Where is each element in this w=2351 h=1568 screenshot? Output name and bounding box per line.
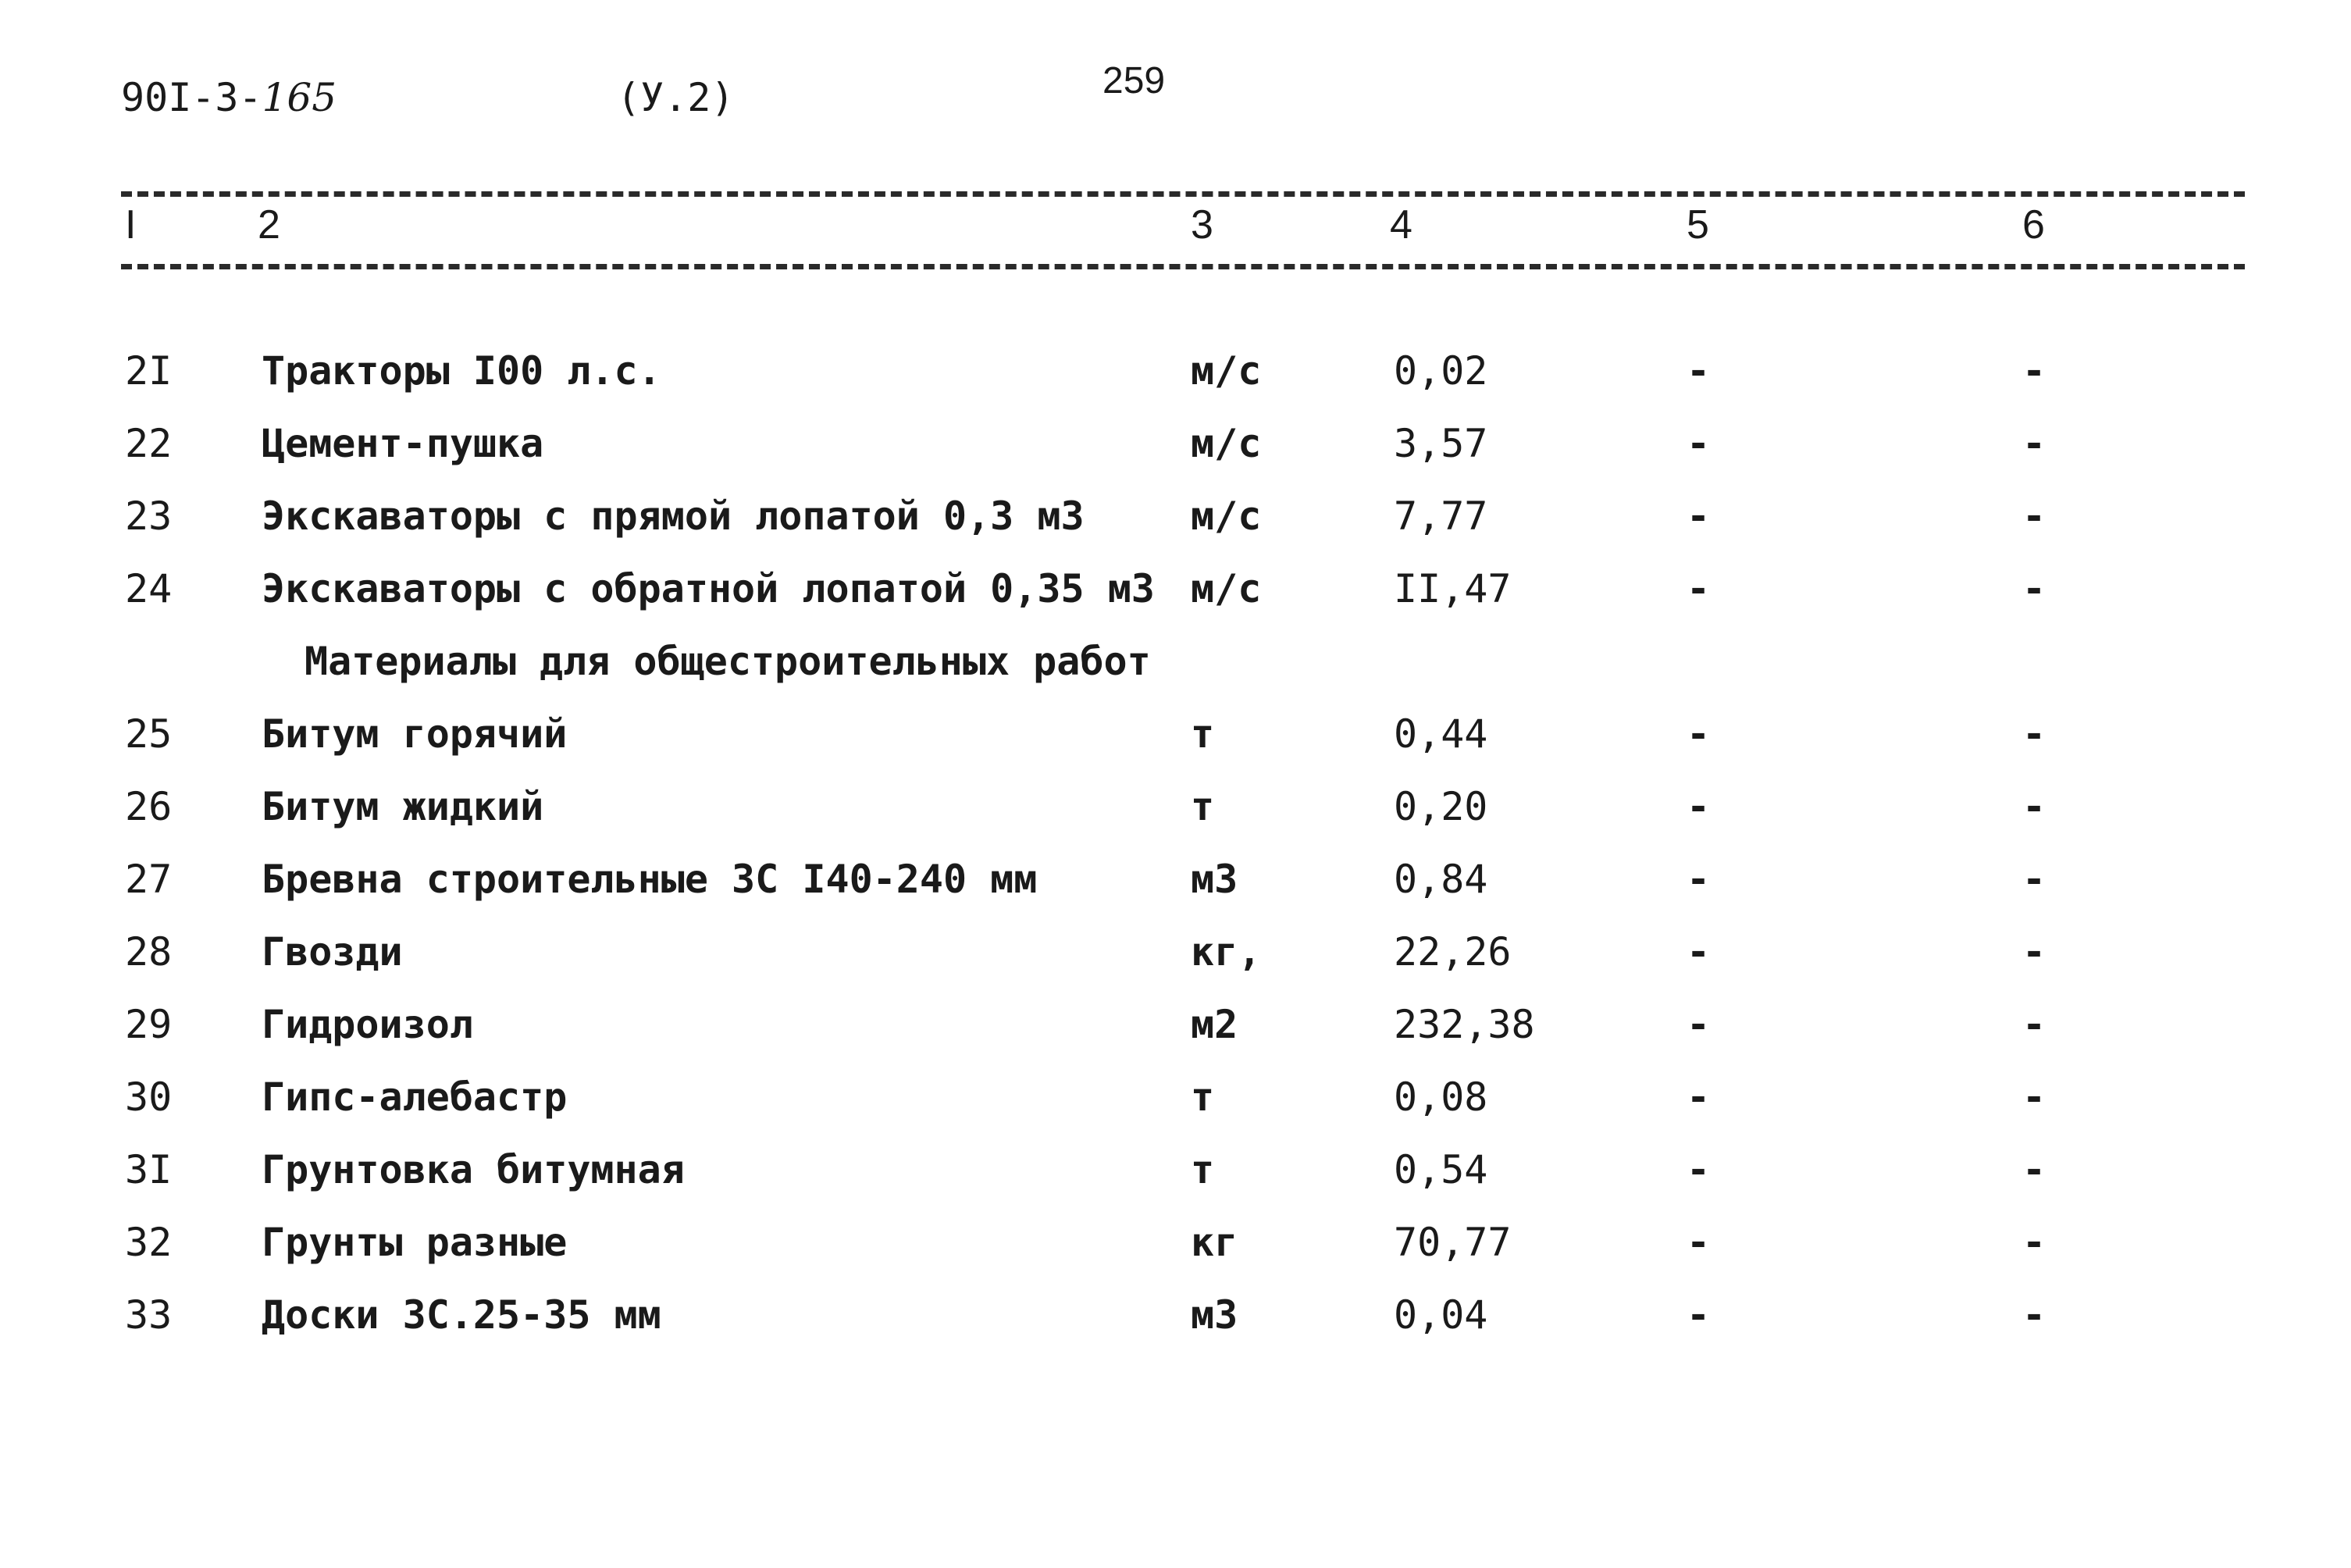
table-row (0, 1288, 2351, 1342)
row-number: 27 (125, 857, 173, 902)
column-5-value: - (1687, 1002, 1711, 1047)
table-row (0, 489, 2351, 543)
quantity: 0,04 (1394, 1292, 1488, 1338)
column-5-value: - (1687, 1147, 1711, 1192)
column-5-value: - (1687, 494, 1711, 539)
quantity: II,47 (1394, 566, 1512, 611)
row-number: 2I (125, 348, 173, 394)
quantity: 0,84 (1394, 857, 1488, 902)
table-row (0, 925, 2351, 979)
header-rule-bottom (121, 264, 2245, 269)
unit: т (1191, 784, 1215, 829)
column-5-value: - (1687, 421, 1711, 466)
column-5-value: - (1687, 711, 1711, 757)
row-number: 25 (125, 711, 173, 757)
unit: т (1191, 711, 1215, 757)
column-header-4: 4 (1390, 202, 1412, 248)
quantity: 22,26 (1394, 929, 1512, 975)
document-code-prefix: 90I-3- (121, 75, 262, 120)
quantity: 0,20 (1394, 784, 1488, 829)
unit: м3 (1191, 857, 1238, 902)
quantity: 7,77 (1394, 494, 1488, 539)
quantity: 3,57 (1394, 421, 1488, 466)
item-name: Гидроизол (262, 1002, 473, 1047)
column-6-value: - (2022, 1220, 2046, 1265)
quantity: 70,77 (1394, 1220, 1512, 1265)
row-number: 30 (125, 1074, 173, 1120)
item-name: Экскаваторы с прямой лопатой 0,3 м3 (262, 494, 1085, 539)
column-5-value: - (1687, 1074, 1711, 1120)
column-6-value: - (2022, 857, 2046, 902)
section-heading: Материалы для общестроительных работ (305, 639, 1151, 684)
quantity: 0,54 (1394, 1147, 1488, 1192)
unit: кг (1191, 1220, 1238, 1265)
column-6-value: - (2022, 1074, 2046, 1120)
table-row (0, 852, 2351, 907)
row-number: 29 (125, 1002, 173, 1047)
unit: м/с (1191, 566, 1262, 611)
header-rule-top (121, 191, 2245, 197)
quantity: 232,38 (1394, 1002, 1535, 1047)
column-header-6: 6 (2022, 202, 2045, 248)
column-6-value: - (2022, 1002, 2046, 1047)
section-heading-row (0, 634, 2351, 689)
column-6-value: - (2022, 348, 2046, 394)
sheet-label: (У.2) (617, 75, 735, 120)
column-6-value: - (2022, 421, 2046, 466)
column-5-value: - (1687, 1220, 1711, 1265)
table-row (0, 779, 2351, 834)
column-6-value: - (2022, 566, 2046, 611)
column-6-value: - (2022, 929, 2046, 975)
item-name: Грунты разные (262, 1220, 568, 1265)
table-row (0, 561, 2351, 616)
item-name: Экскаваторы с обратной лопатой 0,35 м3 (262, 566, 1155, 611)
item-name: Гвозди (262, 929, 403, 975)
column-6-value: - (2022, 711, 2046, 757)
table-row (0, 1142, 2351, 1197)
unit: м2 (1191, 1002, 1238, 1047)
row-number: 33 (125, 1292, 173, 1338)
item-name: Битум жидкий (262, 784, 544, 829)
unit: м/с (1191, 494, 1262, 539)
unit: т (1191, 1147, 1215, 1192)
row-number: 23 (125, 494, 173, 539)
document-code (121, 75, 337, 120)
column-5-value: - (1687, 1292, 1711, 1338)
column-6-value: - (2022, 494, 2046, 539)
document-code-handwritten: 165 (262, 75, 337, 120)
column-6-value: - (2022, 1292, 2046, 1338)
table-row (0, 1215, 2351, 1270)
column-header-2: 2 (258, 202, 280, 248)
quantity: 0,44 (1394, 711, 1488, 757)
item-name: Доски 3С.25-35 мм (262, 1292, 661, 1338)
column-5-value: - (1687, 566, 1711, 611)
column-header-5: 5 (1687, 202, 1709, 248)
quantity: 0,02 (1394, 348, 1488, 394)
column-5-value: - (1687, 784, 1711, 829)
table-row (0, 707, 2351, 761)
column-6-value: - (2022, 784, 2046, 829)
quantity: 0,08 (1394, 1074, 1488, 1120)
item-name: Бревна строительные 3С I40-240 мм (262, 857, 1038, 902)
item-name: Грунтовка битумная (262, 1147, 685, 1192)
item-name: Цемент-пушка (262, 421, 544, 466)
column-5-value: - (1687, 929, 1711, 975)
unit: м/с (1191, 348, 1262, 394)
row-number: 22 (125, 421, 173, 466)
table-row (0, 1070, 2351, 1124)
row-number: 24 (125, 566, 173, 611)
row-number: 32 (125, 1220, 173, 1265)
item-name: Гипс-алебастр (262, 1074, 568, 1120)
column-5-value: - (1687, 857, 1711, 902)
unit: м/с (1191, 421, 1262, 466)
table-row (0, 997, 2351, 1052)
unit: м3 (1191, 1292, 1238, 1338)
unit: т (1191, 1074, 1215, 1120)
row-number: 3I (125, 1147, 173, 1192)
item-name: Битум горячий (262, 711, 568, 757)
unit: кг, (1191, 929, 1262, 975)
item-name: Тракторы I00 л.с. (262, 348, 661, 394)
row-number: 26 (125, 784, 173, 829)
page-number: 259 (1102, 60, 1166, 102)
column-header-1: I (125, 202, 137, 248)
table-row (0, 416, 2351, 471)
column-6-value: - (2022, 1147, 2046, 1192)
column-header-3: 3 (1191, 202, 1213, 248)
table-row (0, 344, 2351, 398)
row-number: 28 (125, 929, 173, 975)
column-5-value: - (1687, 348, 1711, 394)
